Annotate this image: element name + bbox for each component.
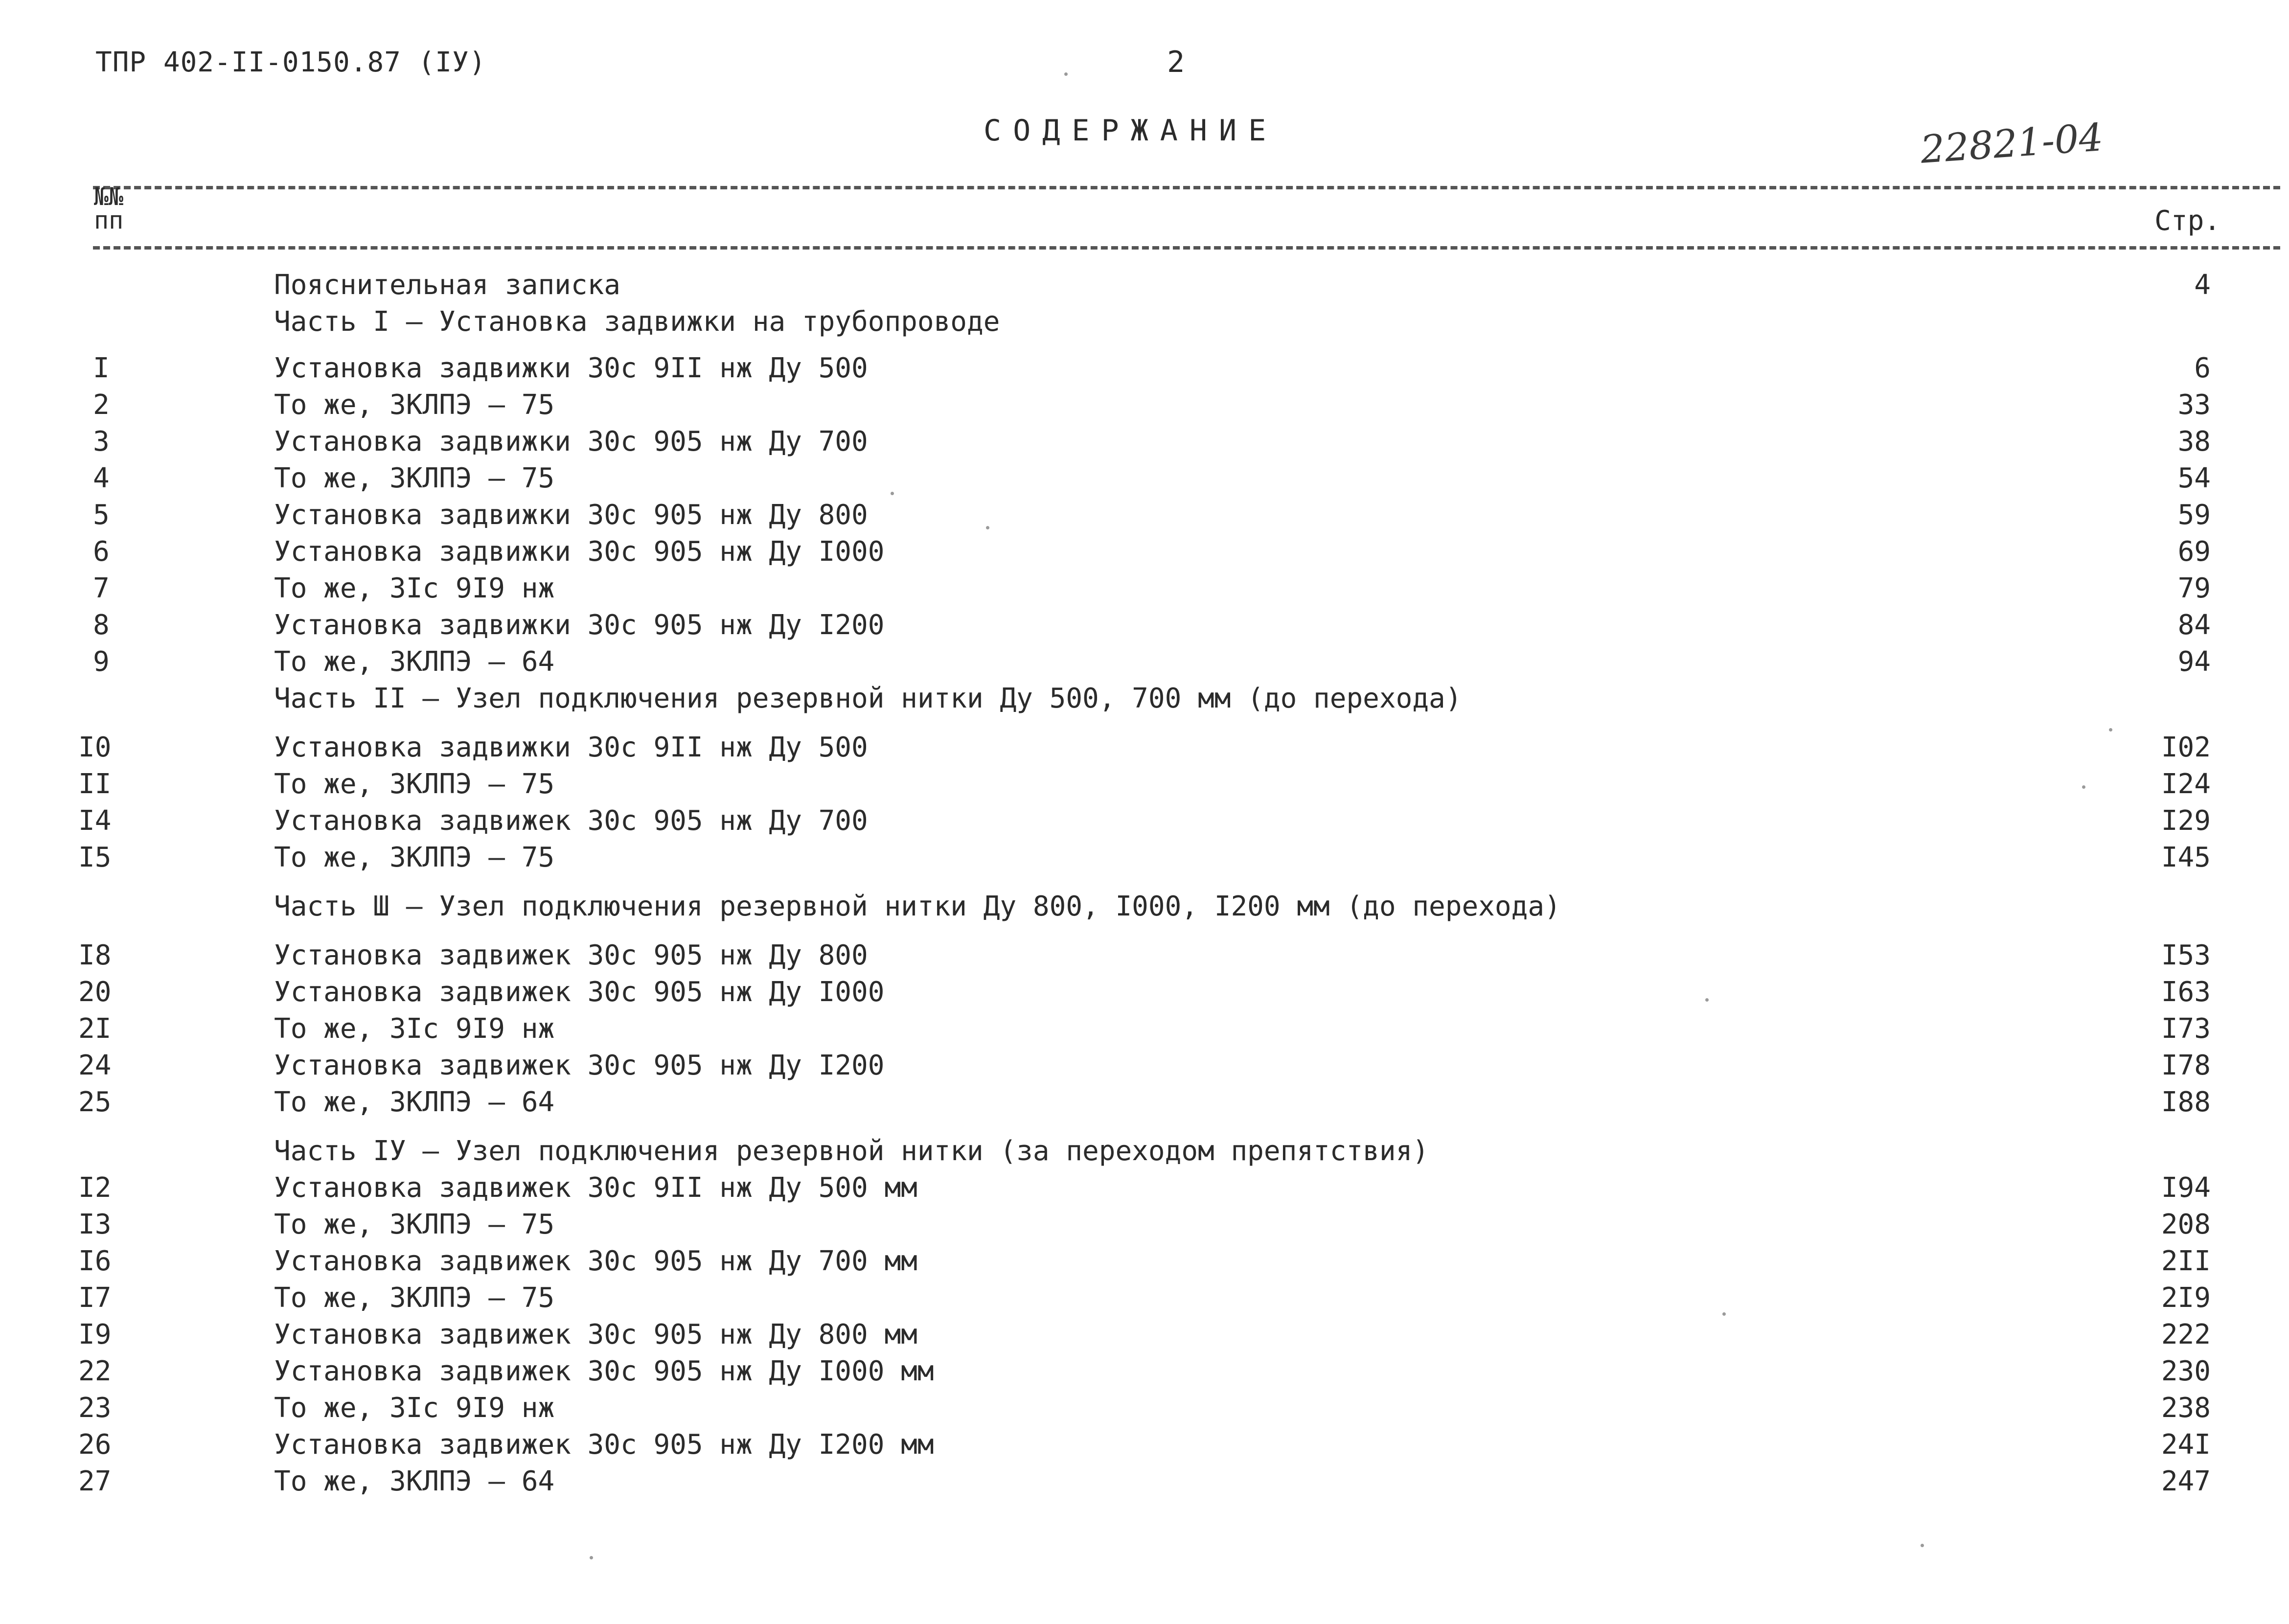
entry-title: Установка задвижки 30с 905 нж Ду I000 bbox=[274, 536, 885, 568]
scan-speck bbox=[891, 492, 894, 495]
scan-speck bbox=[1064, 72, 1068, 76]
entry-page: 208 bbox=[2161, 1209, 2211, 1240]
entry-title: То же, 3Iс 9I9 нж bbox=[274, 1392, 555, 1424]
top-dashed-rule bbox=[93, 186, 2280, 189]
entry-number: 2I bbox=[78, 1013, 112, 1045]
entry-number: 27 bbox=[78, 1465, 112, 1497]
entry-title: То же, ЗКЛПЭ – 75 bbox=[274, 1282, 555, 1314]
entry-number: 23 bbox=[78, 1392, 112, 1424]
scan-speck bbox=[1705, 998, 1709, 1002]
entry-number: I4 bbox=[78, 805, 112, 837]
entry-page: 247 bbox=[2161, 1465, 2211, 1497]
entry-title: Установка задвижки 30с 905 нж Ду I200 bbox=[274, 609, 885, 641]
entry-page: 84 bbox=[2177, 609, 2211, 641]
entry-title: Установка задвижек 30с 905 нж Ду I000 bbox=[274, 976, 885, 1008]
entry-number: 22 bbox=[78, 1355, 112, 1387]
scan-speck bbox=[590, 1556, 593, 1559]
entry-page: 59 bbox=[2177, 499, 2211, 531]
entry-number: 20 bbox=[78, 976, 112, 1008]
entry-number: I8 bbox=[78, 939, 112, 971]
section-title: Часть II – Узел подключения резервной нитки Ду 500, 700 мм (до перехода) bbox=[274, 683, 1462, 714]
page-title: СОДЕРЖАНИЕ bbox=[984, 114, 1278, 148]
entry-title: То же, ЗКЛПЭ – 64 bbox=[274, 1086, 555, 1118]
entry-page: 33 bbox=[2177, 389, 2211, 421]
entry-number: 26 bbox=[78, 1429, 112, 1461]
scan-speck bbox=[986, 526, 989, 529]
entry-title: Установка задвижек 30с 9II нж Ду 500 мм bbox=[274, 1172, 917, 1204]
entry-number: 4 bbox=[93, 462, 110, 494]
entry-page: I29 bbox=[2161, 805, 2211, 837]
entry-title: То же, ЗКЛПЭ – 75 bbox=[274, 842, 555, 873]
entry-number: I9 bbox=[78, 1319, 112, 1350]
scan-speck bbox=[1921, 1544, 1924, 1547]
section-title: Пояснительная записка bbox=[274, 269, 621, 301]
entry-page: 2I9 bbox=[2161, 1282, 2211, 1314]
entry-page: 6 bbox=[2194, 352, 2211, 384]
entry-page: 38 bbox=[2177, 426, 2211, 457]
entry-number: 8 bbox=[93, 609, 110, 641]
entry-title: Установка задвижки 30с 9II нж Ду 500 bbox=[274, 352, 868, 384]
entry-number: 7 bbox=[93, 572, 110, 604]
entry-number: I0 bbox=[78, 732, 112, 763]
entry-number: 2 bbox=[93, 389, 110, 421]
entry-page: 69 bbox=[2177, 536, 2211, 568]
entry-number: I3 bbox=[78, 1209, 112, 1240]
entry-page: I78 bbox=[2161, 1050, 2211, 1081]
entry-title: Установка задвижки 30с 905 нж Ду 700 bbox=[274, 426, 868, 457]
entry-title: То же, ЗКЛПЭ – 75 bbox=[274, 389, 555, 421]
scan-speck bbox=[2109, 728, 2112, 732]
entry-page: 238 bbox=[2161, 1392, 2211, 1424]
page-number: 2 bbox=[1167, 45, 1185, 79]
entry-title: То же, ЗКЛПЭ – 64 bbox=[274, 1465, 555, 1497]
entry-page: I73 bbox=[2161, 1013, 2211, 1045]
entry-page: I53 bbox=[2161, 939, 2211, 971]
entry-page: I94 bbox=[2161, 1172, 2211, 1204]
entry-page: 79 bbox=[2177, 572, 2211, 604]
entry-title: Установка задвижек 30с 905 нж Ду 800 bbox=[274, 939, 868, 971]
entry-page: I88 bbox=[2161, 1086, 2211, 1118]
entry-page: 54 bbox=[2177, 462, 2211, 494]
entry-title: Установка задвижек 30с 905 нж Ду 700 мм bbox=[274, 1245, 917, 1277]
entry-title: То же, ЗКЛПЭ – 75 bbox=[274, 462, 555, 494]
bottom-dashed-rule bbox=[93, 246, 2280, 250]
page-column-header: Стр. bbox=[2154, 205, 2220, 237]
entry-number: 9 bbox=[93, 646, 110, 678]
entry-number: I bbox=[93, 352, 110, 384]
document-code: ТПР 402-II-0150.87 (IУ) bbox=[95, 46, 486, 78]
entry-number: 25 bbox=[78, 1086, 112, 1118]
entry-page: 24I bbox=[2161, 1429, 2211, 1461]
entry-title: Установка задвижки 30с 9II нж Ду 500 bbox=[274, 732, 868, 763]
entry-number: 5 bbox=[93, 499, 110, 531]
entry-title: То же, 3Iс 9I9 нж bbox=[274, 572, 555, 604]
entry-page: I45 bbox=[2161, 842, 2211, 873]
entry-number: 24 bbox=[78, 1050, 112, 1081]
handwritten-number: 22821-04 bbox=[1919, 115, 2105, 172]
entry-number: I2 bbox=[78, 1172, 112, 1204]
entry-page: 94 bbox=[2177, 646, 2211, 678]
entry-page: 2II bbox=[2161, 1245, 2211, 1277]
entry-title: Установка задвижки 30с 905 нж Ду 800 bbox=[274, 499, 868, 531]
entry-title: Установка задвижек 30с 905 нж Ду 700 bbox=[274, 805, 868, 837]
entry-number: II bbox=[78, 768, 112, 800]
entry-title: Установка задвижек 30с 905 нж Ду 800 мм bbox=[274, 1319, 917, 1350]
entry-page: 230 bbox=[2161, 1355, 2211, 1387]
entry-number: 3 bbox=[93, 426, 110, 457]
entry-title: То же, ЗКЛПЭ – 64 bbox=[274, 646, 555, 678]
num-column-header: №№ пп bbox=[94, 183, 124, 234]
entry-title: Установка задвижек 30с 905 нж Ду I200 bbox=[274, 1050, 885, 1081]
entry-number: I6 bbox=[78, 1245, 112, 1277]
section-title: Часть Ш – Узел подключения резервной нитки Ду 800, I000, I200 мм (до перехода) bbox=[274, 891, 1561, 922]
entry-page: I24 bbox=[2161, 768, 2211, 800]
section-title: Часть I – Установка задвижки на трубопроводе bbox=[274, 306, 1000, 338]
entry-title: То же, ЗКЛПЭ – 75 bbox=[274, 1209, 555, 1240]
entry-title: То же, 3Iс 9I9 нж bbox=[274, 1013, 555, 1045]
entry-page: I63 bbox=[2161, 976, 2211, 1008]
scan-speck bbox=[2082, 785, 2085, 789]
entry-number: I5 bbox=[78, 842, 112, 873]
entry-page: 222 bbox=[2161, 1319, 2211, 1350]
entry-title: Установка задвижек 30с 905 нж Ду I200 мм bbox=[274, 1429, 934, 1461]
entry-title: То же, ЗКЛПЭ – 75 bbox=[274, 768, 555, 800]
scan-speck bbox=[1722, 1312, 1726, 1316]
entry-page: I02 bbox=[2161, 732, 2211, 763]
entry-number: 6 bbox=[93, 536, 110, 568]
entry-number: I7 bbox=[78, 1282, 112, 1314]
entry-title: Установка задвижек 30с 905 нж Ду I000 мм bbox=[274, 1355, 934, 1387]
entry-page: 4 bbox=[2194, 269, 2211, 301]
section-title: Часть IУ – Узел подключения резервной нитки (за переходом препятствия) bbox=[274, 1135, 1429, 1167]
